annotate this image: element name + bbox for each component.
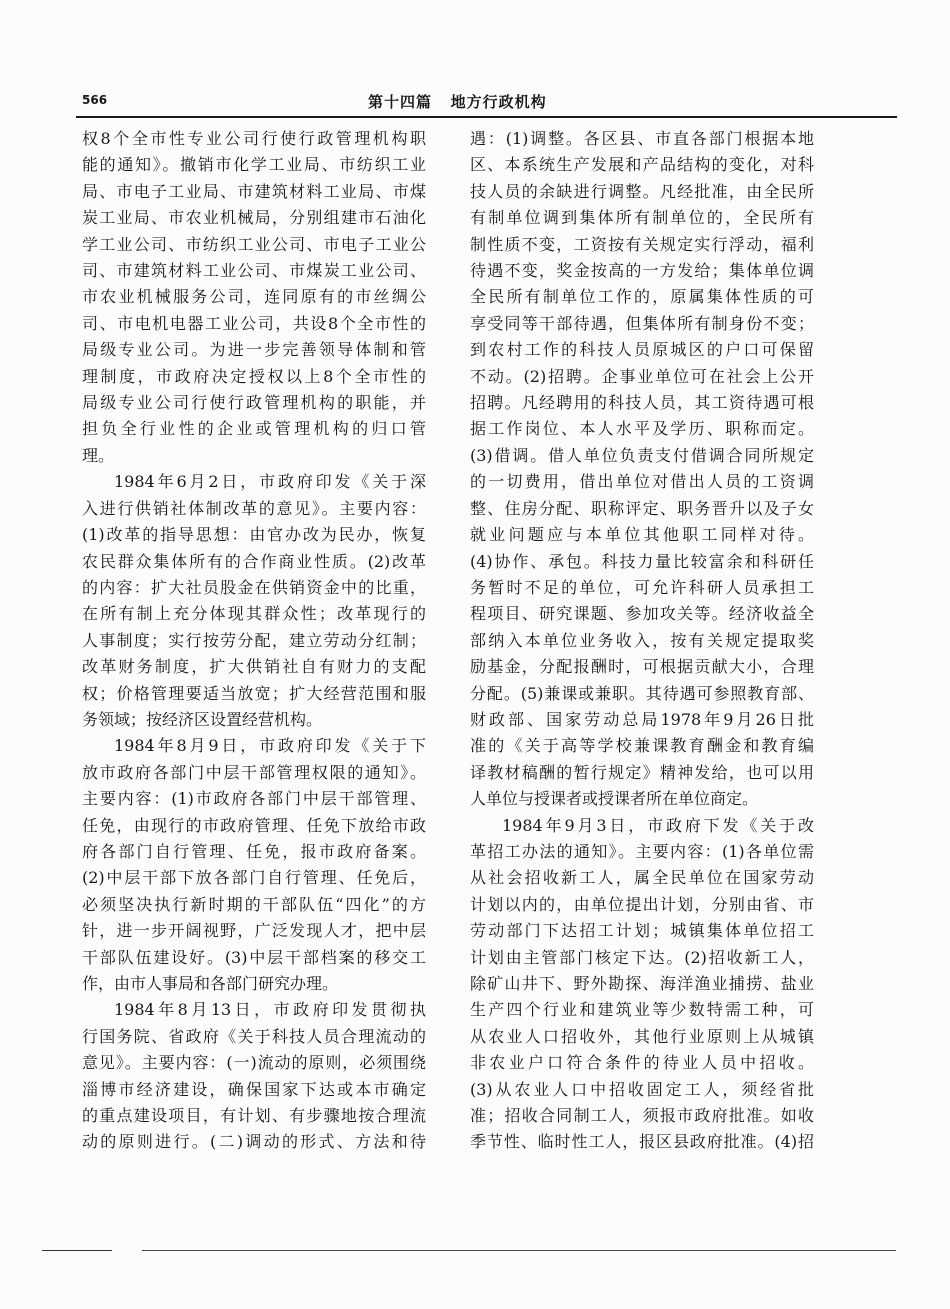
text-line: 1984年8月13日，市政府印发贯彻执	[114, 1000, 426, 1020]
text-line: 局级专业公司行使行政管理机构的职能，并	[82, 393, 426, 413]
text-line: 招聘。凡经聘用的科技人员，其工资待遇可根	[470, 393, 814, 413]
text-line: 动的原则进行。(二)调动的形式、方法和待	[82, 1132, 426, 1152]
text-line: 学工业公司、市纺织工业公司、市电子工业公	[82, 234, 426, 254]
text-line: 遇：(1)调整。各区县、市直各部门根据本地	[470, 129, 814, 148]
text-line: 的一切费用，借出单位对借出人员的工资调	[470, 472, 814, 492]
text-line: 权；价格管理要适当放宽；扩大经营范围和服	[82, 683, 426, 703]
text-line: 司、市建筑材料工业公司、市煤炭工业公司、	[82, 261, 426, 281]
footer-rule	[142, 1250, 896, 1251]
text-line: 局级专业公司。为进一步完善领导体制和管	[82, 340, 426, 360]
text-line: (3)借调。借人单位负责支付借调合同所规定	[470, 445, 814, 465]
text-line: 财政部、国家劳动总局1978年9月26日批	[470, 709, 814, 729]
text-line: 制性质不变，工资按有关规定实行浮动，福利	[470, 234, 814, 254]
text-line: 就业问题应与本单位其他职工同样对待。	[470, 525, 814, 545]
text-line: 1984年8月9日，市政府印发《关于下	[114, 736, 426, 756]
text-line: (1)改革的指导思想：由官办改为民办，恢复	[82, 525, 426, 545]
text-line: 作，由市人事局和各部门研究办理。	[82, 974, 339, 993]
text-line: 必须坚决执行新时期的干部队伍“四化”的方	[82, 894, 426, 914]
page-number: 566	[82, 93, 108, 107]
text-line: 炭工业局、市农业机械局，分别组建市石油化	[82, 208, 426, 228]
text-line: 技人员的余缺进行调整。凡经批准，由全民所	[470, 181, 814, 201]
text-line: 淄博市经济建设，确保国家下达或本市确定	[82, 1079, 426, 1099]
text-line: 到农村工作的科技人员原城区的户口可保留	[470, 340, 814, 360]
text-line: 分配。(5)兼课或兼职。其待遇可参照教育部、	[470, 683, 814, 703]
text-line: 准的《关于高等学校兼课教育酬金和教育编	[470, 736, 814, 756]
text-line: 农民群众集体所有的合作商业性质。(2)改革	[82, 551, 426, 571]
text-line: 非农业户口符合条件的待业人员中招收。	[470, 1053, 814, 1073]
text-line: 程项目、研究课题、参加攻关等。经济收益全	[470, 604, 814, 624]
text-line: (4)协作、承包。科技力量比较富余和科研任	[470, 551, 814, 571]
text-line: 改革财务制度，扩大供销社自有财力的支配	[82, 657, 426, 677]
running-header-title: 第十四篇 地方行政机构	[368, 93, 547, 111]
left-column	[82, 126, 426, 1156]
text-line: 意见》。主要内容：(一)流动的原则，必须围绕	[82, 1053, 426, 1073]
text-line: (2)中层干部下放各部门自行管理、任免后，	[82, 868, 426, 888]
right-column	[470, 126, 814, 1156]
text-line: 在所有制上充分体现其群众性；改革现行的	[82, 604, 426, 624]
text-line: 的内容：扩大社员股金在供销资金中的比重，	[82, 577, 426, 597]
text-line: 务暂时不足的单位，可允许科研人员承担工	[470, 577, 814, 597]
text-line: 从农业人口招收外，其他行业原则上从城镇	[470, 1026, 814, 1046]
text-line: 理。	[82, 445, 115, 465]
text-line: 励基金，分配报酬时，可根据贡献大小，合理	[470, 657, 814, 677]
text-line: 季节性、临时性工人，报区县政府批准。(4)招	[470, 1132, 814, 1152]
text-line: 区、本系统生产发展和产品结构的变化，对科	[470, 155, 814, 175]
text-line: 入进行供销社体制改革的意见》。主要内容：	[82, 498, 426, 518]
text-line: 干部队伍建设好。(3)中层干部档案的移交工	[82, 947, 426, 967]
text-line: 有制单位调到集体所有制单位的，全民所有	[470, 208, 814, 228]
text-line: 计划由主管部门核定下达。(2)招收新工人，	[470, 947, 814, 967]
text-line: 享受同等干部待遇，但集体所有制身份不变；	[470, 313, 814, 333]
text-line: 主要内容：(1)市政府各部门中层干部管理、	[82, 789, 426, 809]
text-line: 务领域；按经济区设置经营机构。	[82, 709, 323, 729]
text-line: 人事制度；实行按劳分配，建立劳动分红制；	[82, 630, 426, 650]
text-line: 任免，由现行的市政府管理、任免下放给市政	[82, 815, 426, 835]
text-line: 理制度，市政府决定授权以上8个全市性的	[82, 366, 426, 386]
text-line: 生产四个行业和建筑业等少数特需工种，可	[470, 1000, 814, 1020]
text-line: 劳动部门下达招工计划；城镇集体单位招工	[470, 921, 814, 941]
text-line: 计划以内的，由单位提出计划，分别由省、市	[470, 894, 814, 914]
text-line: 行国务院、省政府《关于科技人员合理流动的	[82, 1026, 426, 1046]
text-line: 担负全行业性的企业或管理机构的归口管	[82, 419, 426, 439]
text-line: (3)从农业人口中招收固定工人，须经省批	[470, 1079, 814, 1099]
text-line: 待遇不变，奖金按高的一方发给；集体单位调	[470, 261, 814, 281]
text-line: 从社会招收新工人，属全民单位在国家劳动	[470, 868, 814, 888]
footer-rule-short	[42, 1250, 112, 1251]
text-line: 权8个全市性专业公司行使行政管理机构职	[82, 129, 426, 148]
text-line: 1984年6月2日，市政府印发《关于深	[114, 472, 426, 492]
text-line: 司、市电机电器工业公司，共设8个全市性的	[82, 313, 426, 333]
text-line: 译教材稿酬的暂行规定》精神发给，也可以用	[470, 762, 814, 782]
text-line: 准；招收合同制工人，须报市政府批准。如收	[470, 1106, 814, 1126]
text-line: 的重点建设项目，有计划、有步骤地按合理流	[82, 1106, 426, 1126]
text-line: 针，进一步开阔视野，广泛发现人才，把中层	[82, 921, 426, 941]
text-line: 1984年9月3日，市政府下发《关于改	[502, 815, 814, 835]
text-line: 放市政府各部门中层干部管理权限的通知》。	[82, 762, 426, 782]
text-line: 能的通知》。撤销市化学工业局、市纺织工业	[82, 155, 426, 175]
text-line: 革招工办法的通知》。主要内容：(1)各单位需	[470, 841, 814, 861]
text-line: 局、市电子工业局、市建筑材料工业局、市煤	[82, 181, 426, 201]
text-line: 据工作岗位、本人水平及学历、职称而定。	[470, 419, 814, 439]
text-line: 不动。(2)招聘。企事业单位可在社会上公开	[470, 366, 814, 386]
text-line: 府各部门自行管理、任免，报市政府备案。	[82, 841, 426, 861]
text-line: 人单位与授课者或授课者所在单位商定。	[470, 789, 759, 809]
text-line: 全民所有制单位工作的，原属集体性质的可	[470, 287, 814, 307]
header-rule	[76, 116, 897, 118]
text-line: 除矿山井下、野外勘探、海洋渔业捕捞、盐业	[470, 974, 814, 993]
text-line: 部纳入本单位业务收入，按有关规定提取奖	[470, 630, 814, 650]
text-line: 市农业机械服务公司，连同原有的市丝绸公	[82, 287, 426, 307]
text-line: 整、住房分配、职称评定、职务晋升以及子女	[470, 498, 814, 518]
